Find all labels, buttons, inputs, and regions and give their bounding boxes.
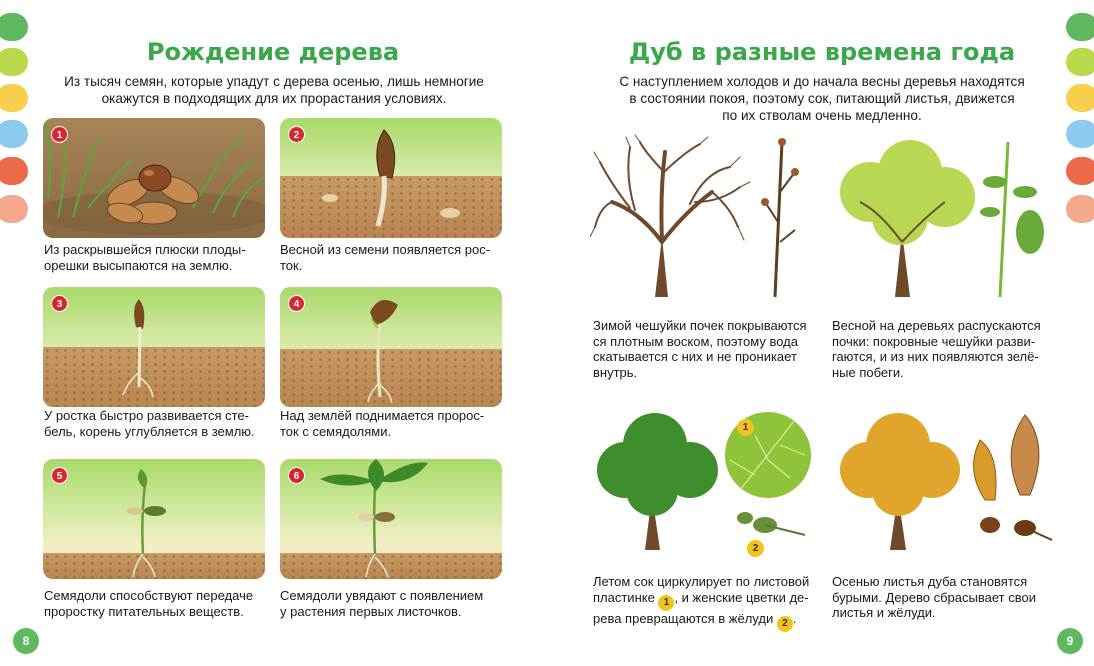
step-3-caption: У ростка быстро развивается сте- бель, корень углубляется в землю. bbox=[44, 408, 255, 439]
side-tab-green bbox=[1066, 13, 1094, 41]
step-6-illustration bbox=[280, 459, 502, 579]
step-1-illustration bbox=[43, 118, 265, 238]
inline-badge-2: 2 bbox=[777, 616, 793, 632]
step-badge: 2 bbox=[288, 126, 305, 143]
side-tab-red bbox=[1066, 157, 1094, 185]
seedling-first-leaves bbox=[280, 459, 502, 579]
step-3-illustration bbox=[43, 287, 265, 407]
winter-oak-illustration bbox=[590, 132, 820, 302]
acorn-badge: 2 bbox=[747, 540, 764, 557]
step-badge: 1 bbox=[51, 126, 68, 143]
step-5-caption: Семядоли способствуют передаче проростку питательных веществ. bbox=[44, 588, 254, 619]
side-tab-yellow bbox=[0, 84, 28, 112]
step-4-illustration bbox=[280, 287, 502, 407]
left-page-title: Рождение дерева bbox=[146, 38, 400, 66]
side-tab-blue bbox=[1066, 120, 1094, 148]
side-tab-blue bbox=[0, 120, 28, 148]
step-badge: 6 bbox=[288, 467, 305, 484]
step-2-illustration bbox=[280, 118, 502, 238]
sprouting-acorn bbox=[280, 118, 502, 238]
seedling-young bbox=[43, 459, 265, 579]
step-badge: 3 bbox=[51, 295, 68, 312]
side-tab-yellow bbox=[1066, 84, 1094, 112]
page-number-right: 9 bbox=[1057, 628, 1083, 654]
page-number-left: 8 bbox=[13, 628, 39, 654]
spring-oak-illustration bbox=[830, 132, 1060, 302]
step-1-caption: Из раскрывшейся плюски плоды- орешки высыпаются на землю. bbox=[44, 242, 246, 273]
step-4-caption: Над землёй поднимается пророс- ток с семядолями. bbox=[280, 408, 485, 439]
autumn-caption: Осенью листья дуба становятся бурыми. Дерево сбрасывает свои листья и жёлуди. bbox=[832, 574, 1036, 620]
side-tab-lime bbox=[1066, 48, 1094, 76]
winter-caption: Зимой чешуйки почек покрываются ся плотным воском, поэтому вода скатывается с них и не проникает внутрь. bbox=[593, 318, 807, 380]
step-badge: 5 bbox=[51, 467, 68, 484]
side-tab-pink bbox=[1066, 195, 1094, 223]
step-2-caption: Весной из семени появляется рос- ток. bbox=[280, 242, 491, 273]
right-intro: С наступлением холодов и до начала весны деревья находятся в состоянии покоя, поэтому сок, питающий листья, движется по их стволам очень медленно. bbox=[619, 74, 1025, 123]
step-6-caption: Семядоли увядают с появлением у растения первых листочков. bbox=[280, 588, 484, 619]
right-page-title: Дуб в разные времена года bbox=[628, 38, 1016, 66]
step-badge: 4 bbox=[288, 295, 305, 312]
side-tab-red bbox=[0, 157, 28, 185]
left-intro: Из тысяч семян, которые упадут с дерева осенью, лишь немногие окажутся в подходящих для их прорастания условиях. bbox=[64, 74, 484, 106]
side-tab-pink bbox=[0, 195, 28, 223]
autumn-oak-illustration bbox=[830, 400, 1060, 560]
summer-oak-illustration bbox=[590, 400, 820, 560]
summer-caption: Летом сок циркулирует по листовой пластинке 1 , и женские цветки де- рева превращаются в жёлуди 2 . bbox=[593, 574, 811, 632]
step-5-illustration bbox=[43, 459, 265, 579]
husk-on-ground bbox=[43, 118, 265, 238]
seedling-stem bbox=[43, 287, 265, 407]
side-tab-green bbox=[0, 13, 28, 41]
inline-badge-1: 1 bbox=[658, 595, 674, 611]
leaf-badge: 1 bbox=[737, 419, 754, 436]
side-tab-lime bbox=[0, 48, 28, 76]
seedling-with-cotyledons bbox=[280, 287, 502, 407]
spring-caption: Весной на деревьях распускаются почки: покровные чешуйки разви- гаются, и из них появляются зелё- ные побеги. bbox=[832, 318, 1041, 380]
